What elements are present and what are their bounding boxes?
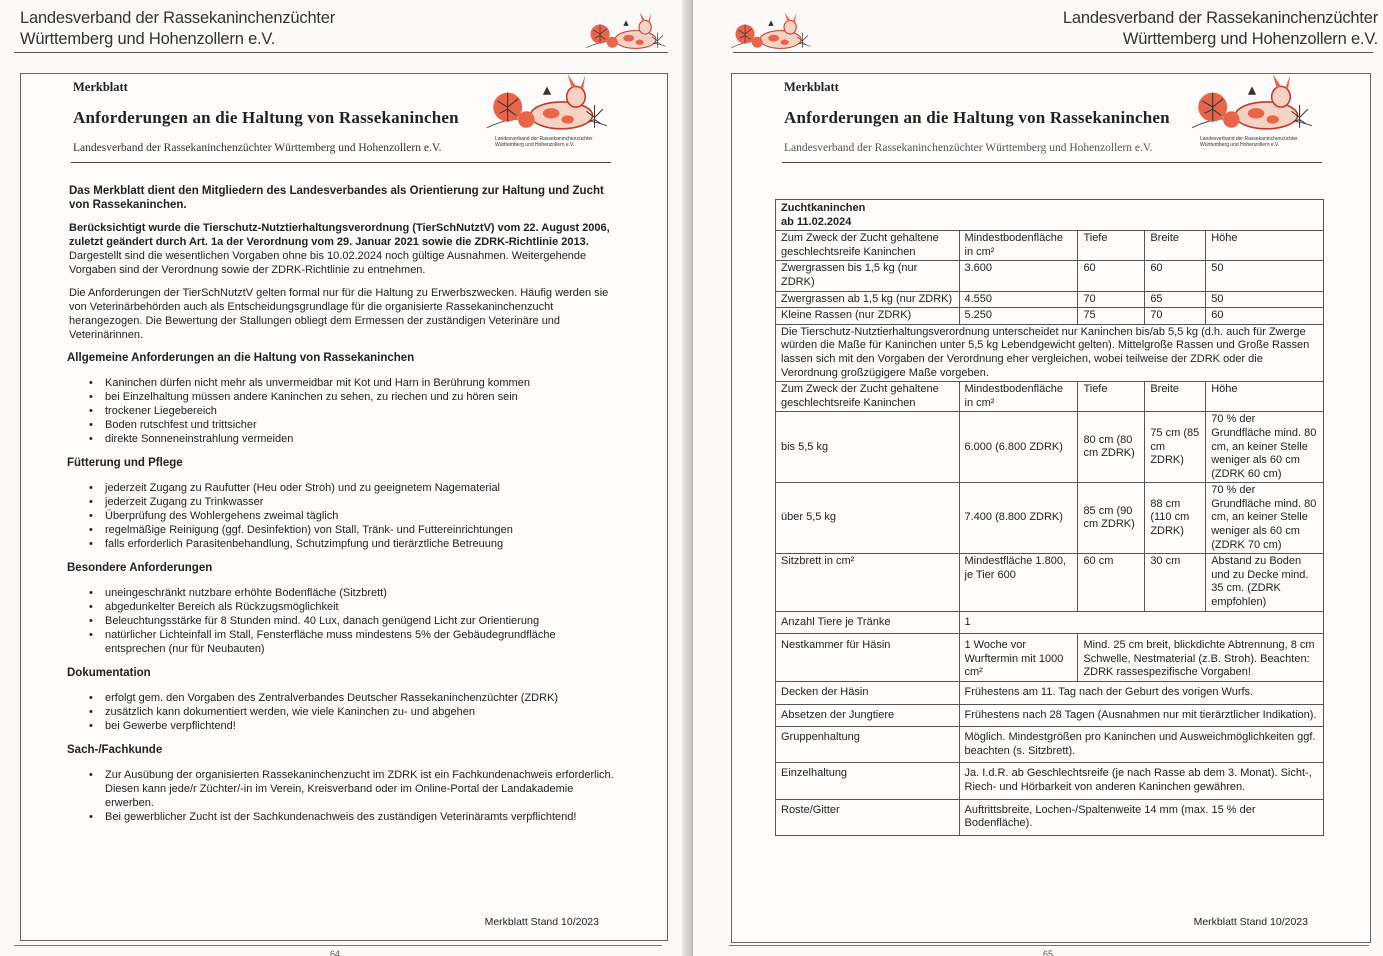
table-cell: 1 Woche vor Wurftermin mit 1000 cm² [959, 634, 1078, 682]
table-cell: 70 % der Grundfläche mind. 80 cm, an keiner Stelle weniger als 60 cm (ZDRK 60 cm) [1206, 412, 1324, 483]
table-cell: Mindestfläche 1.800, je Tier 600 [959, 554, 1078, 611]
section-list [105, 768, 614, 824]
column-header: Tiefe [1078, 382, 1145, 412]
table-cell: 6.000 (6.800 ZDRK) [959, 412, 1078, 483]
table-title-row: Zuchtkaninchen ab 11.02.2024 [776, 200, 1324, 231]
table-cell: 65 [1145, 291, 1206, 308]
list-item: • regelmäßige Reinigung (ggf. Desinfektion) von Stall, Tränk- und Futtereinrichtungen [105, 523, 614, 537]
table-cell: 85 cm (90 cm ZDRK) [1078, 483, 1145, 554]
list-item: • zusätzlich kann dokumentiert werden, wie viele Kaninchen zu- und abgehen [105, 705, 614, 719]
legal-paragraph: Berücksichtigt wurde die Tierschutz-Nutztierhaltungsverordnung (TierSchNutztV) vom 22. August 2006, zuletzt geändert durch Art. 1a der Verordnung vom 29. Januar 2021 sowie die ZDRK-Richtlinie 2013. Dargestellt sind die wesentlichen Vorgaben ohne bis 10.02.2024 noch gültige Ausnahmen. Weitergehende Vorgaben sind der Verordnung sowie der ZDRK-Richtlinie zu entnehmen. [69, 222, 610, 276]
list-item: • Beleuchtungsstärke für 8 Stunden mind. 40 Lux, danach genügend Licht zur Orientierung [105, 614, 614, 628]
table-note: Die Tierschutz-Nutztierhaltungsverordnung unterscheidet nur Kaninchen bis/ab 5,5 kg (d.h. auch für Zwerge würden die Maße für Kaninchen unter 5,5 kg Lebendgewicht gelten). Mittelgroße Rassen und Große Rassen lassen sich mit den Vorgaben der Verordnung eher vergleichen, wobei teilweise der ZDRK oder die Verordnung großzügigere Maße vorgeben. [776, 324, 1324, 381]
header-org-line1: Landesverband der Rassekaninchenzüchter [1062, 9, 1378, 27]
sheet-title: Anforderungen an die Haltung von Rassekaninchen [784, 108, 1170, 127]
list-item: • Überprüfung des Wohlergehens zweimal täglich [105, 509, 614, 523]
sheet-org: Landesverband der Rassekaninchenzüchter Württemberg und Hohenzollern e.V. [73, 142, 442, 154]
table-row [776, 799, 1324, 835]
table-cell: 50 [1206, 291, 1324, 308]
table-cell: 1 [959, 611, 1324, 634]
list-item: • jederzeit Zugang zu Raufutter (Heu oder Stroh) und zu geeignetem Nagematerial [105, 481, 614, 495]
page-header [1063, 8, 1378, 50]
logo-caption: Landesverband der Rassekaninchenzüchter Württemberg und Hohenzollern e.V. [495, 136, 593, 148]
list-item: • abgedunkelter Bereich als Rückzugsmöglichkeit [105, 600, 614, 614]
table-cell: 80 cm (80 cm ZDRK) [1078, 412, 1145, 483]
table-cell: 4.550 [959, 291, 1078, 308]
sheet-title: Anforderungen an die Haltung von Rassekaninchen [73, 108, 459, 127]
table-cell: 3.600 [959, 261, 1078, 291]
list-item: • direkte Sonneneinstrahlung vermeiden [105, 432, 614, 446]
sheet-footer: Merkblatt Stand 10/2023 [1193, 916, 1308, 928]
column-header: Breite [1145, 231, 1206, 261]
header-divider [14, 52, 668, 53]
table-row [776, 483, 1324, 554]
table-cell: Gruppenhaltung [776, 727, 960, 763]
table-cell: 60 [1145, 261, 1206, 291]
table-header-row [776, 382, 1324, 412]
table-cell: Abstand zu Boden und zu Decke mind. 35 cm. (ZDRK empfohlen) [1206, 554, 1324, 611]
table-cell: Zwergrassen ab 1,5 kg (nur ZDRK) [776, 291, 960, 308]
table-note-row [776, 324, 1324, 381]
scope-paragraph: Die Anforderungen der TierSchNutztV gelten formal nur für die Haltung zu Erwerbszwecken. Häufig werden sie von Veterinärbehörden auch als Entscheidungsgrundlage für die organisierte Rassekaninchenzucht herangezogen. Die Bewertung der Stallungen obliegt dem Ermessen der zuständigen Veterinäre und Veterinärinnen. [69, 287, 609, 341]
table-cell: 60 [1078, 261, 1145, 291]
column-header: Zum Zweck der Zucht gehaltene geschlechtsreife Kaninchen [776, 231, 960, 261]
merkblatt-label: Merkblatt [784, 80, 839, 94]
sheet-footer: Merkblatt Stand 10/2023 [484, 916, 599, 928]
table-row [776, 308, 1324, 325]
section-heading: Besondere Anforderungen [67, 562, 213, 574]
column-header: Höhe [1206, 382, 1324, 412]
table-cell: 70 % der Grundfläche mind. 80 cm, an keiner Stelle weniger als 60 cm (ZDRK 70 cm) [1206, 483, 1324, 554]
table-header-row [776, 231, 1324, 261]
section-heading: Dokumentation [67, 667, 151, 679]
left-page [0, 0, 690, 956]
rabbit-logo-icon [730, 12, 812, 52]
intro-paragraph: Das Merkblatt dient den Mitgliedern des Landesverbandes als Orientierung zur Haltung und Zucht von Rassekaninchen. [69, 185, 604, 211]
section-heading: Sach-/Fachkunde [67, 744, 163, 756]
table-row [776, 261, 1324, 291]
list-item: • Bei gewerblicher Zucht ist der Sachkundenachweis des zuständigen Veterinäramts verpflichtend! [105, 810, 614, 824]
list-item: • jederzeit Zugang zu Trinkwasser [105, 495, 614, 509]
logo-caption: Landesverband der Rassekaninchenzüchter Württemberg und Hohenzollern e.V. [1200, 136, 1298, 148]
column-header: Zum Zweck der Zucht gehaltene geschlechtsreife Kaninchen [776, 382, 960, 412]
column-header: Mindestbodenfläche in cm² [959, 382, 1078, 412]
sheet-org: Landesverband der Rassekaninchenzüchter Württemberg und Hohenzollern e.V. [784, 142, 1153, 154]
list-item: • Boden rutschfest und trittsicher [105, 418, 614, 432]
header-org-line2: Württemberg und Hohenzollern e.V. [1122, 30, 1378, 48]
table-cell: Zwergrassen bis 1,5 kg (nur ZDRK) [776, 261, 960, 291]
sheet-divider [71, 162, 611, 163]
header-divider [733, 52, 1373, 53]
table-cell: 50 [1206, 261, 1324, 291]
requirement-sections [69, 351, 614, 824]
section-list [105, 691, 614, 733]
table-cell: 30 cm [1145, 554, 1206, 611]
list-item: • Kaninchen dürfen nicht mehr als unvermeidbar mit Kot und Harn in Berührung kommen [105, 376, 614, 390]
table-cell: Möglich. Mindestgrößen pro Kaninchen und Ausweichmöglichkeiten ggf. beachten (s. Sitzbrett). [959, 727, 1324, 763]
table-row [776, 412, 1324, 483]
table-cell: 5.250 [959, 308, 1078, 325]
rabbit-logo-icon [1188, 74, 1316, 134]
table-row [776, 611, 1324, 634]
table-cell: Roste/Gitter [776, 799, 960, 835]
page-header [20, 8, 335, 50]
column-header: Breite [1145, 382, 1206, 412]
table-row [776, 634, 1324, 682]
table-cell: 70 [1078, 291, 1145, 308]
column-header: Mindestbodenfläche in cm² [959, 231, 1078, 261]
table-row [776, 704, 1324, 727]
column-header: Höhe [1206, 231, 1324, 261]
rabbit-logo-icon [585, 12, 667, 52]
rabbit-logo-icon [483, 74, 611, 134]
table-cell: Auftrittsbreite, Lochen-/Spaltenweite 14 mm (max. 15 % der Bodenfläche). [959, 799, 1324, 835]
right-page [693, 0, 1383, 956]
section-list [105, 481, 614, 551]
list-item: • natürlicher Lichteinfall im Stall, Fensterfläche muss mindestens 5% der Gebäudegrundfläche entsprechen (nur für Neubauten) [105, 628, 614, 656]
table-row [776, 682, 1324, 705]
table-cell: über 5,5 kg [776, 483, 960, 554]
table-cell: 7.400 (8.800 ZDRK) [959, 483, 1078, 554]
merkblatt-sheet [731, 73, 1371, 943]
table-cell: 60 [1206, 308, 1324, 325]
table-cell: 75 cm (85 cm ZDRK) [1145, 412, 1206, 483]
list-item: • Zur Ausübung der organisierten Rassekaninchenzucht im ZDRK ist ein Fachkundenachweis erforderlich. Diesen kann jede/r Züchter/-in im Verein, Kreisverband oder im Online-Portal der Landakademie erwerben. [105, 768, 614, 810]
merkblatt-label: Merkblatt [73, 80, 128, 94]
section-list [105, 586, 614, 656]
table-cell: 60 cm [1078, 554, 1145, 611]
table-row [776, 727, 1324, 763]
header-org-line1: Landesverband der Rassekaninchenzüchter [20, 9, 336, 27]
table-cell: Mind. 25 cm breit, blickdichte Abtrennung, 8 cm Schwelle, Nestmaterial (z.B. Stroh). Beachten: ZDRK rassespezifische Vorgaben! [1078, 634, 1324, 682]
page-number: 65 [1043, 949, 1054, 956]
table-cell: Frühestens nach 28 Tagen (Ausnahmen nur mit tierärztlicher Indikation). [959, 704, 1324, 727]
table-cell: Decken der Häsin [776, 682, 960, 705]
section-list [105, 376, 614, 446]
table-cell: Sitzbrett in cm² [776, 554, 960, 611]
table-cell: Kleine Rassen (nur ZDRK) [776, 308, 960, 325]
bottom-divider [14, 945, 662, 946]
list-item: • bei Gewerbe verpflichtend! [105, 719, 614, 733]
list-item: • falls erforderlich Parasitenbehandlung, Schutzimpfung und tierärztliche Betreuung [105, 537, 614, 551]
header-org-line2: Württemberg und Hohenzollern e.V. [20, 30, 276, 48]
table-cell: Einzelhaltung [776, 763, 960, 799]
table-cell: bis 5,5 kg [776, 412, 960, 483]
table-cell: Anzahl Tiere je Tränke [776, 611, 960, 634]
table-cell: Nestkammer für Häsin [776, 634, 960, 682]
list-item: • uneingeschränkt nutzbare erhöhte Bodenfläche (Sitzbrett) [105, 586, 614, 600]
bottom-divider [729, 945, 1369, 946]
merkblatt-sheet [20, 73, 668, 941]
table-row [776, 291, 1324, 308]
column-header: Tiefe [1078, 231, 1145, 261]
list-item: • bei Einzelhaltung müssen andere Kaninchen zu sehen, zu riechen und zu hören sein [105, 390, 614, 404]
table-row [776, 763, 1324, 799]
sheet-content [69, 184, 614, 834]
page-number: 64 [330, 949, 341, 956]
table-cell: 75 [1078, 308, 1145, 325]
table-row [776, 554, 1324, 611]
table-cell: Absetzen der Jungtiere [776, 704, 960, 727]
breeding-rabbit-table [775, 199, 1324, 836]
table-cell: Frühestens am 11. Tag nach der Geburt des vorigen Wurfs. [959, 682, 1324, 705]
section-heading: Fütterung und Pflege [67, 457, 183, 469]
section-heading: Allgemeine Anforderungen an die Haltung von Rassekaninchen [67, 352, 415, 364]
table-cell: Ja. I.d.R. ab Geschlechtsreife (je nach Rasse ab dem 3. Monat). Sicht-, Riech- und Hörbarkeit von anderen Kaninchen gewähren. [959, 763, 1324, 799]
list-item: • trockener Liegebereich [105, 404, 614, 418]
sheet-divider [782, 162, 1322, 163]
table-cell: 70 [1145, 308, 1206, 325]
table-cell: 88 cm (110 cm ZDRK) [1145, 483, 1206, 554]
list-item: • erfolgt gem. den Vorgaben des Zentralverbandes Deutscher Rassekaninchenzüchter (ZDRK) [105, 691, 614, 705]
